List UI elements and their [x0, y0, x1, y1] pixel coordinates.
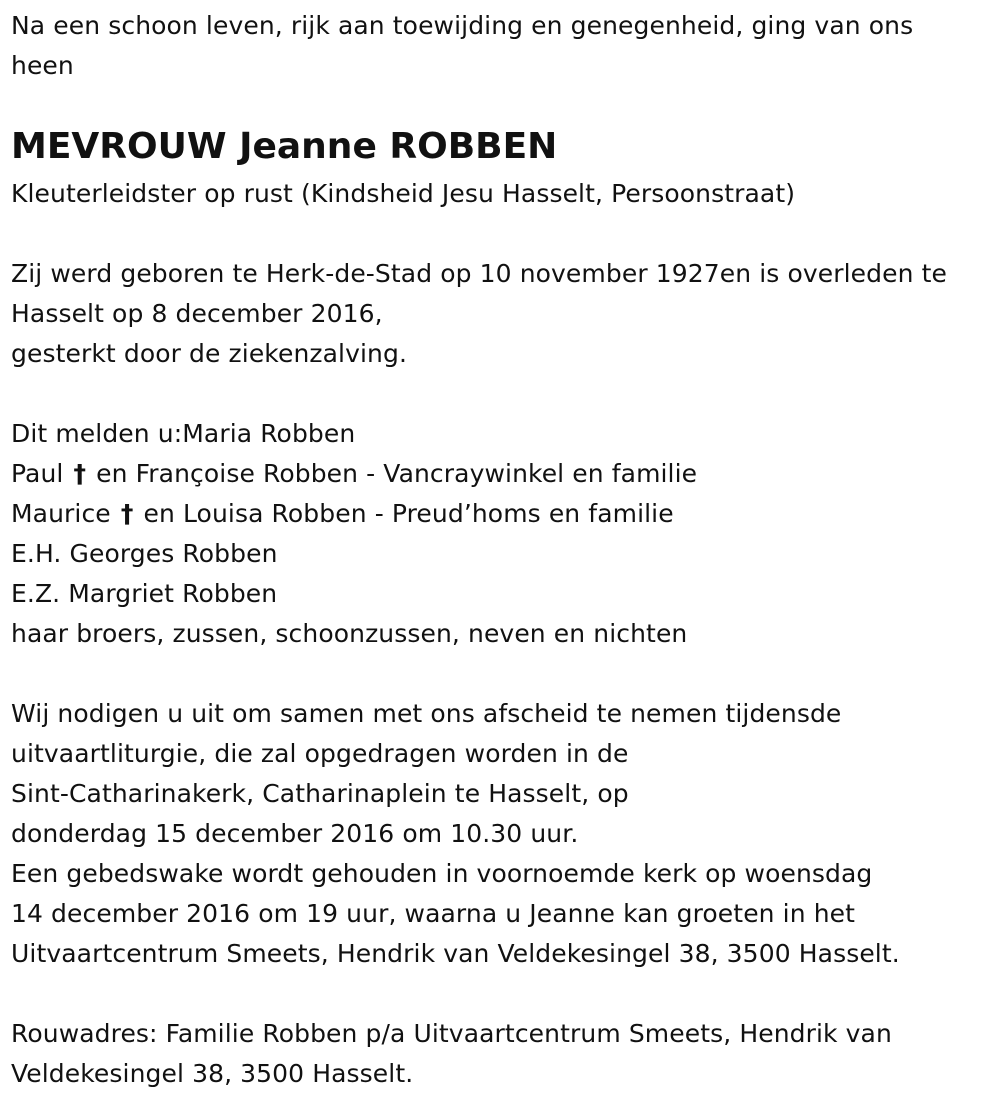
funeral-line-3: Sint-Catharinakerk, Catharinaplein te Hasselt, op [11, 779, 629, 808]
birth-death-line-3: gesterkt door de ziekenzalving. [11, 339, 407, 368]
funeral-line-2: uitvaartliturgie, die zal opgedragen worden in de [11, 739, 629, 768]
deceased-name: MEVROUW Jeanne ROBBEN [11, 126, 558, 167]
family-paul-name: Paul [11, 459, 64, 488]
family-maurice-name: Maurice [11, 499, 111, 528]
family-line-5: E.Z. Margriet Robben [11, 579, 278, 608]
family-line-4: E.H. Georges Robben [11, 539, 278, 568]
birth-death-line-1: Zij werd geboren te Herk-de-Stad op 10 november 1927en is overleden te [11, 259, 947, 288]
cross-icon: † [120, 499, 134, 528]
family-line-paul [11, 454, 697, 494]
address-line-1: Rouwadres: Familie Robben p/a Uitvaartcentrum Smeets, Hendrik van [11, 1019, 892, 1048]
intro-line-1: Na een schoon leven, rijk aan toewijding en genegenheid, ging van ons [11, 11, 914, 40]
funeral-line-6: 14 december 2016 om 19 uur, waarna u Jeanne kan groeten in het [11, 899, 856, 928]
family-line-maurice [11, 494, 674, 534]
family-paul-rest: en Françoise Robben - Vancraywinkel en familie [96, 459, 698, 488]
family-line-6: haar broers, zussen, schoonzussen, neven en nichten [11, 619, 688, 648]
intro-line-2: heen [11, 51, 74, 80]
funeral-line-1: Wij nodigen u uit om samen met ons afscheid te nemen tijdensde [11, 699, 842, 728]
birth-death-line-2: Hasselt op 8 december 2016, [11, 299, 383, 328]
funeral-line-7: Uitvaartcentrum Smeets, Hendrik van Veldekesingel 38, 3500 Hasselt. [11, 939, 900, 968]
family-maurice-rest: en Louisa Robben - Preud’homs en familie [143, 499, 674, 528]
funeral-line-4: donderdag 15 december 2016 om 10.30 uur. [11, 819, 579, 848]
funeral-line-5: Een gebedswake wordt gehouden in voornoemde kerk op woensdag [11, 859, 873, 888]
deceased-subtitle: Kleuterleidster op rust (Kindsheid Jesu Hasselt, Persoonstraat) [11, 179, 796, 208]
family-line-1: Dit melden u:Maria Robben [11, 419, 356, 448]
address-line-2: Veldekesingel 38, 3500 Hasselt. [11, 1059, 414, 1088]
cross-icon: † [73, 459, 87, 488]
